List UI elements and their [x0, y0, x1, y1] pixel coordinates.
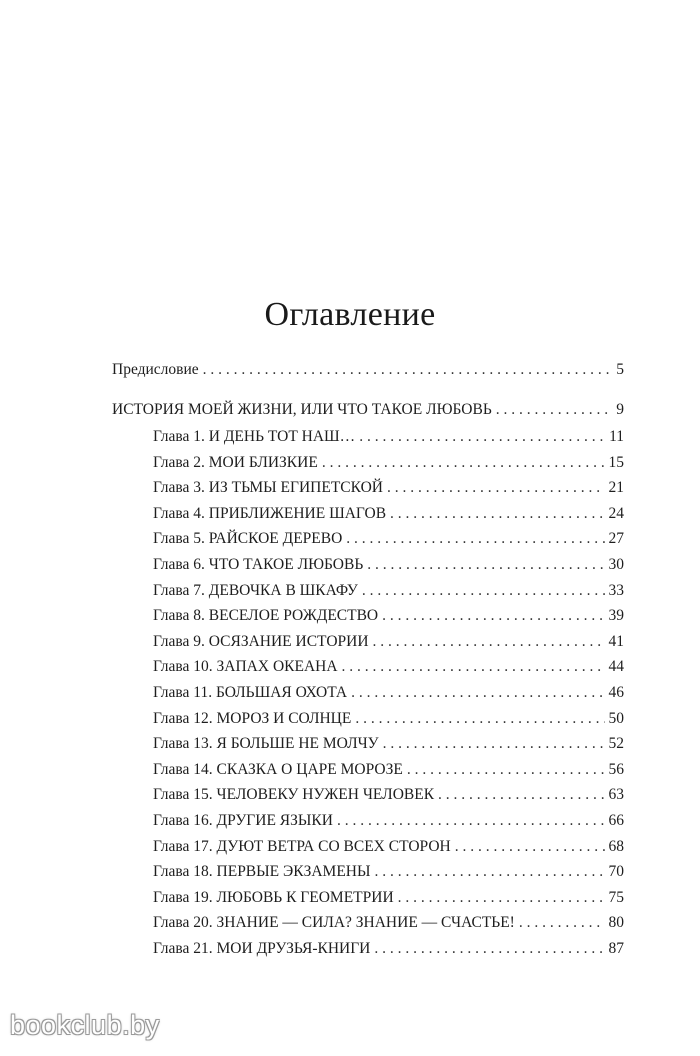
toc-entry-label: Глава 19. ЛЮБОВЬ К ГЕОМЕТРИИ — [153, 889, 394, 906]
toc-entry-chapter — [153, 939, 624, 959]
dot-leader — [346, 529, 604, 549]
toc-entry-page-number: 68 — [608, 838, 624, 855]
toc-entry-label: Глава 17. ДУЮТ ВЕТРА СО ВСЕХ СТОРОН — [153, 838, 451, 855]
toc-entry-chapter — [153, 760, 624, 780]
dot-leader — [438, 785, 604, 805]
dot-leader — [351, 683, 604, 703]
toc-entry-preface — [112, 360, 624, 380]
toc-entry-label: Глава 10. ЗАПАХ ОКЕАНА — [153, 658, 338, 675]
toc-entry-chapter — [153, 606, 624, 626]
toc-entry-label: Глава 3. ИЗ ТЬМЫ ЕГИПЕТСКОЙ — [153, 479, 383, 496]
toc-entry-label: Глава 5. РАЙСКОЕ ДЕРЕВО — [153, 530, 343, 547]
dot-leader — [496, 400, 613, 420]
dot-leader — [355, 709, 604, 729]
dot-leader — [519, 913, 605, 933]
toc-entry-page-number: 15 — [608, 454, 624, 471]
toc-entry-page-number: 11 — [609, 428, 624, 445]
toc-entry-page-number: 70 — [608, 863, 624, 880]
toc-entry-label: Глава 14. СКАЗКА О ЦАРЕ МОРОЗЕ — [153, 761, 403, 778]
toc-entry-page-number: 50 — [608, 710, 624, 727]
toc-entry-page-number: 5 — [616, 361, 624, 378]
dot-leader — [203, 360, 613, 380]
toc-entry-label: Глава 13. Я БОЛЬШЕ НЕ МОЛЧУ — [153, 735, 379, 752]
toc-entry-label: Глава 7. ДЕВОЧКА В ШКАФУ — [153, 582, 358, 599]
toc-entry-label: Глава 18. ПЕРВЫЕ ЭКЗАМЕНЫ — [153, 863, 371, 880]
toc-entry-page-number: 30 — [608, 556, 624, 573]
toc-entry-chapter — [153, 837, 624, 857]
toc-entry-chapter — [153, 581, 624, 601]
toc-entry-page-number: 21 — [608, 479, 624, 496]
toc-entry-label: Глава 21. МОИ ДРУЗЬЯ-КНИГИ — [153, 940, 371, 957]
dot-leader — [455, 837, 605, 857]
toc-entry-chapter — [153, 632, 624, 652]
toc-entry-page-number: 75 — [608, 889, 624, 906]
dot-leader — [337, 811, 605, 831]
dot-leader — [398, 888, 605, 908]
toc-entry-chapter — [153, 504, 624, 524]
dot-leader — [390, 504, 604, 524]
toc-entry-chapter — [153, 785, 624, 805]
toc-entry-page-number: 46 — [608, 684, 624, 701]
toc-entry-label: Глава 6. ЧТО ТАКОЕ ЛЮБОВЬ — [153, 556, 364, 573]
watermark: bookclub.by — [10, 1010, 160, 1040]
toc-entry-label: Глава 4. ПРИБЛИЖЕНИЕ ШАГОВ — [153, 505, 387, 522]
toc-entry-page-number: 56 — [608, 761, 624, 778]
dot-leader — [382, 606, 604, 626]
toc-entry-chapter — [153, 529, 624, 549]
toc-entry-chapter — [153, 862, 624, 882]
toc-entry-label: Глава 9. ОСЯЗАНИЕ ИСТОРИИ — [153, 633, 369, 650]
toc-entry-label: Глава 1. И ДЕНЬ ТОТ НАШ… — [153, 428, 356, 445]
toc-entry-label: Глава 2. МОИ БЛИЗКИЕ — [153, 454, 318, 471]
dot-leader — [362, 581, 605, 601]
toc-entry-page-number: 44 — [608, 658, 624, 675]
dot-leader — [375, 862, 605, 882]
toc-entry-part — [112, 400, 624, 420]
toc-entry-chapter — [153, 657, 624, 677]
toc-entry-chapter — [153, 734, 624, 754]
toc-entry-page-number: 80 — [608, 914, 624, 931]
dot-leader — [373, 632, 605, 652]
toc-entry-page-number: 63 — [608, 786, 624, 803]
toc-entry-label: Глава 20. ЗНАНИЕ — СИЛА? ЗНАНИЕ — СЧАСТЬЕ! — [153, 914, 515, 931]
toc-entry-page-number: 39 — [608, 607, 624, 624]
toc-entry-chapter — [153, 478, 624, 498]
dot-leader — [322, 453, 605, 473]
toc-entry-page-number: 87 — [608, 940, 624, 957]
dot-leader — [374, 939, 604, 959]
toc-entry-page-number: 33 — [608, 582, 624, 599]
page-title: Оглавление — [264, 296, 436, 333]
toc-entry-label: Глава 15. ЧЕЛОВЕКУ НУЖЕН ЧЕЛОВЕК — [153, 786, 435, 803]
toc-entry-label: Глава 8. ВЕСЕЛОЕ РОЖДЕСТВО — [153, 607, 379, 624]
toc-entry-page-number: 9 — [616, 401, 624, 418]
toc-entry-label: Предисловие — [112, 361, 199, 378]
toc-entry-chapter — [153, 555, 624, 575]
toc-entry-page-number: 66 — [608, 812, 624, 829]
dot-leader — [407, 760, 605, 780]
toc-entry-chapter — [153, 913, 624, 933]
dot-leader — [383, 734, 605, 754]
toc-entry-label: Глава 12. МОРОЗ И СОЛНЦЕ — [153, 710, 352, 727]
toc-entry-page-number: 52 — [608, 735, 624, 752]
dot-leader — [359, 427, 605, 447]
toc-entry-chapter — [153, 811, 624, 831]
toc-entry-page-number: 24 — [608, 505, 624, 522]
toc-entry-label: Глава 11. БОЛЬШАЯ ОХОТА — [153, 684, 348, 701]
toc-entry-page-number: 27 — [608, 530, 624, 547]
dot-leader — [342, 657, 605, 677]
toc-entry-chapter — [153, 453, 624, 473]
toc-entry-chapter — [153, 709, 624, 729]
toc-entry-label: Глава 16. ДРУГИЕ ЯЗЫКИ — [153, 812, 333, 829]
toc-entry-page-number: 41 — [608, 633, 624, 650]
toc-entry-chapter — [153, 888, 624, 908]
dot-leader — [367, 555, 604, 575]
toc-entry-chapter — [153, 427, 624, 447]
dot-leader — [387, 478, 605, 498]
toc-entry-label: ИСТОРИЯ МОЕЙ ЖИЗНИ, ИЛИ ЧТО ТАКОЕ ЛЮБОВЬ — [112, 401, 492, 418]
toc-entry-chapter — [153, 683, 624, 703]
